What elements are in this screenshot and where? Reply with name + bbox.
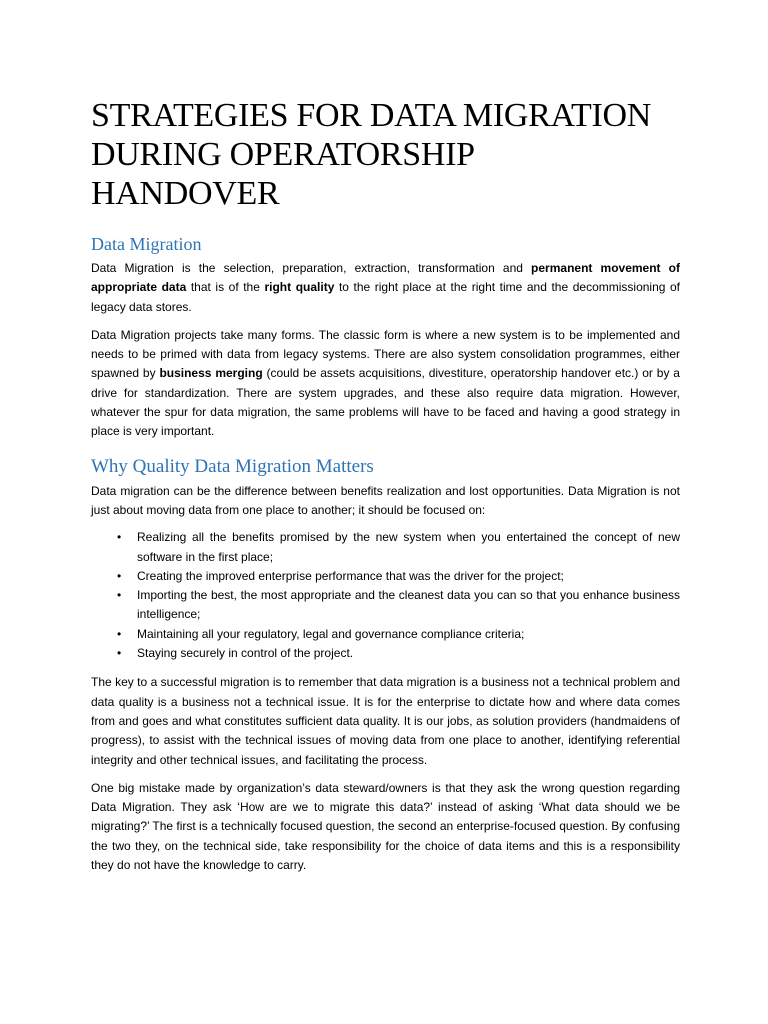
list-item: • Realizing all the benefits promised by the new system when you entertained the concept of new software in the first place;: [137, 528, 680, 567]
list-item: • Creating the improved enterprise performance that was the driver for the project;: [137, 567, 680, 586]
paragraph-definition-part-a: Data Migration is the selection, preparation, extraction, transformation and: [91, 261, 532, 275]
section-heading-data-migration: Data Migration: [91, 234, 202, 254]
paragraph-definition-part-c: that is of the: [186, 280, 265, 295]
paragraph-key-to-success: The key to a successful migration is to remember that data migration is a business not a technical problem and data quality is a business not a technical issue. It is for the enterprise to dictate how and where data comes from and goes and what constitutes sufficient data quality. It is our jobs, as solution providers (handmaidens of progress), to assist with the technical issues of moving data from one place to another, identifying referential integrity and other technical issues, and facilitating the process.: [91, 675, 680, 767]
paragraph-project-forms-part-a: Data Migration projects take many forms. The classic form is where a new system is to be implemented and needs to be primed with data from legacy systems. There are also system consolidation programmes, either spawned by: [91, 327, 680, 381]
paragraph-big-mistake: One big mistake made by organization’s data steward/owners is that they ask the wrong question regarding Data Migration. They ask ‘How are we to migrate this data?’ instead of asking ‘What data should we be migrating?’ The first is a technically focused question, the second an enterprise-focused question. By confusing the two they, on the technical side, take responsibility for the choice of data items and this is a responsibility they do not have the knowledge to carry.: [91, 780, 681, 873]
paragraph-project-forms-bold: business merging: [159, 366, 263, 381]
document-title: [91, 96, 680, 213]
section-heading-why-quality: Why Quality Data Migration Matters: [91, 455, 374, 477]
paragraph-definition-part-e: to the right place at the right time and the decommissioning of legacy data stores.: [91, 280, 680, 314]
paragraph-project-forms: [91, 326, 680, 442]
paragraph-project-forms-part-c: (could be assets acquisitions, divestiture, operatorship handover etc.) or by a drive for standardization. There are system upgrades, and these also require data migration. However, whatever the spur for data migration, the same problems will have to be faced and having a good strategy in place is very important.: [91, 366, 680, 439]
title-line-1: STRATEGIES FOR DATA MIGRATION: [91, 97, 652, 134]
title-line-3: HANDOVER: [91, 175, 280, 212]
list-item: • Maintaining all your regulatory, legal and governance compliance criteria;: [137, 625, 680, 644]
list-item: • Staying securely in control of the project.: [137, 644, 680, 663]
paragraph-definition: [91, 259, 680, 317]
paragraph-intro: Data migration can be the difference between benefits realization and lost opportunities. Data Migration is not just about moving data from one place to another; it should be focused on:: [91, 483, 680, 517]
paragraph-definition-bold-2: right quality: [264, 280, 335, 295]
title-line-2: DURING OPERATORSHIP: [91, 136, 475, 173]
paragraph-definition-bold-1: permanent movement of appropriate data: [91, 261, 680, 295]
list-item: • Importing the best, the most appropriate and the cleanest data you can so that you enhance business intelligence;: [137, 586, 680, 625]
bullet-list: [91, 528, 680, 663]
